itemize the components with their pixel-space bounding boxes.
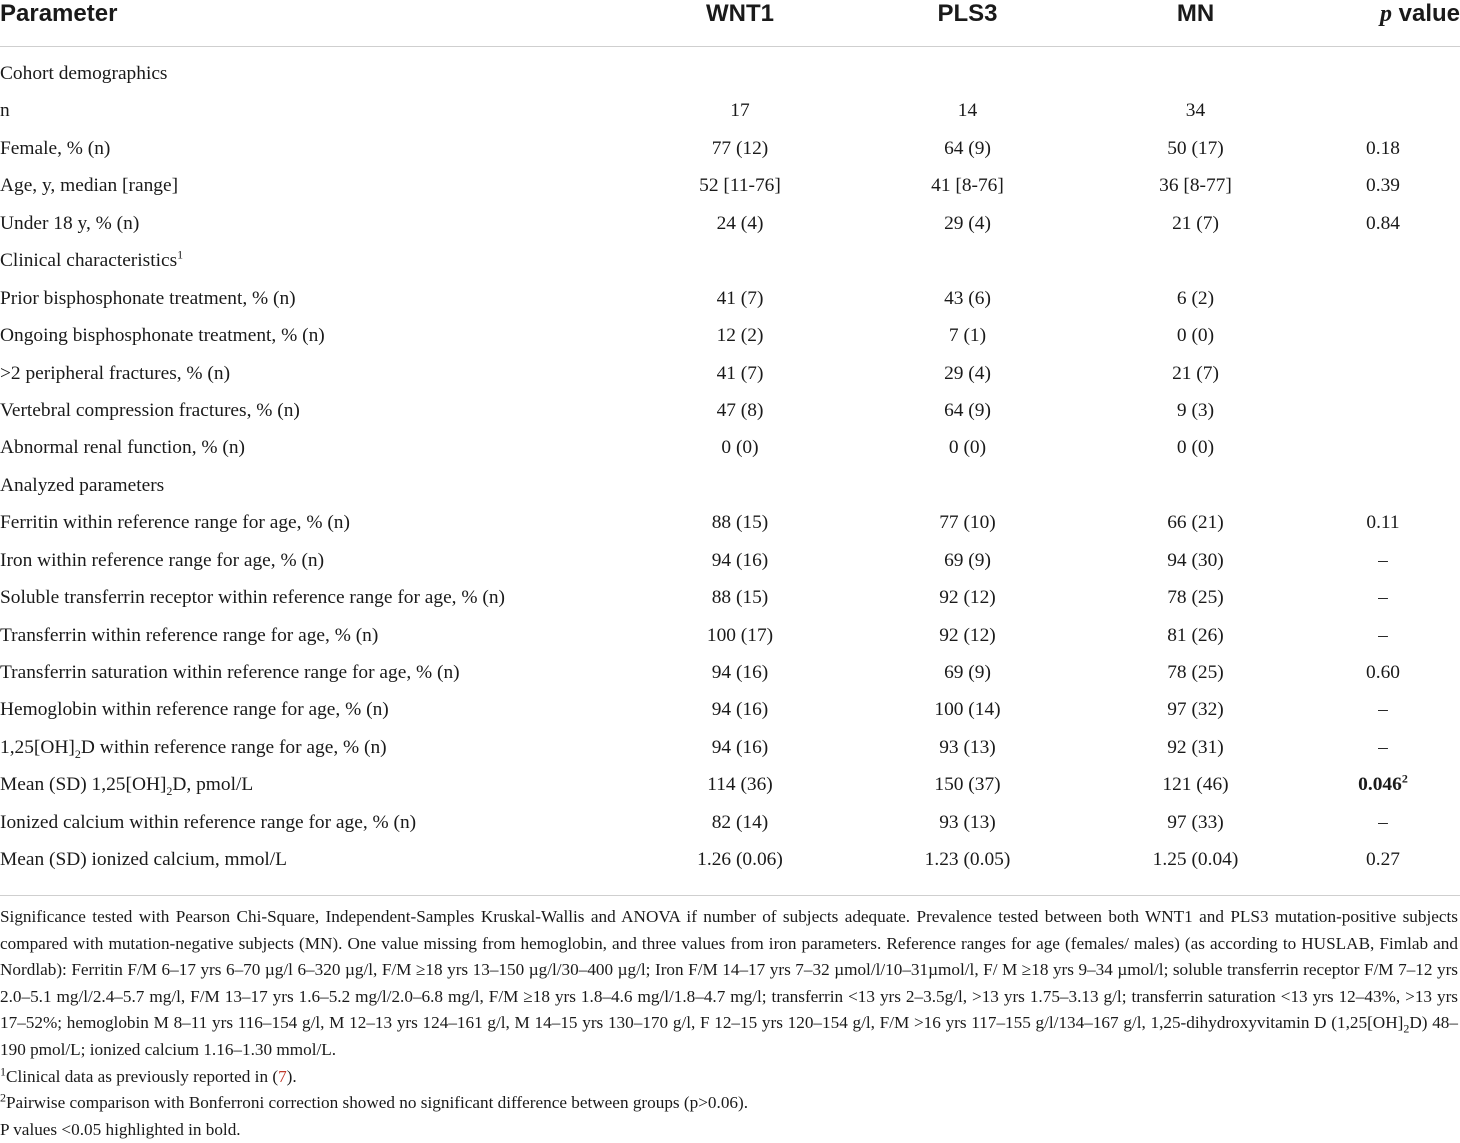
row-label: n	[0, 100, 10, 122]
label-part-a: 1,25[OH]	[0, 736, 75, 758]
row-label: Mean (SD) ionized calcium, mmol/L	[0, 849, 288, 871]
cell-wnt1: 94 (16)	[711, 549, 769, 571]
col-header-mn: MN	[1085, 0, 1306, 47]
cell-p-value: 0.18	[1366, 137, 1400, 159]
cell-wnt1: 77 (12)	[711, 137, 769, 159]
table-row	[0, 317, 1460, 354]
col-header-parameter: Parameter	[0, 0, 630, 47]
cell-mn: 50 (17)	[1167, 137, 1224, 159]
cell-pls3: 93 (13)	[939, 811, 996, 833]
cell-wnt1: 82 (14)	[711, 811, 769, 833]
cell-pls3: 64 (9)	[944, 399, 991, 421]
table-row	[0, 392, 1460, 429]
cell-mn: 21 (7)	[1172, 212, 1219, 234]
label-part-b: D, pmol/L	[172, 774, 254, 796]
footnote-main-subscript: 2	[1403, 1021, 1410, 1036]
cell-wnt1: 24 (4)	[716, 212, 764, 234]
cell-pls3: 41 [8-76]	[931, 175, 1004, 197]
table-row	[0, 841, 1460, 878]
cell-pls3: 69 (9)	[944, 549, 991, 571]
cell-wnt1: 94 (16)	[711, 662, 769, 684]
cell-mn: 92 (31)	[1167, 736, 1224, 758]
cell-mn: 36 [8-77]	[1159, 175, 1232, 197]
table-row	[0, 542, 1460, 579]
footnote-1-end: ).	[286, 1066, 297, 1086]
cell-pls3: 29 (4)	[944, 362, 991, 384]
cell-pls3: 1.23 (0.05)	[924, 849, 1011, 871]
table-row	[0, 691, 1460, 728]
row-label: Ferritin within reference range for age, % (n)	[0, 512, 350, 534]
cell-p-value	[1306, 429, 1460, 466]
table-row	[0, 280, 1460, 317]
cell-p-value: –	[1378, 736, 1388, 758]
section-row	[0, 242, 1460, 279]
section-analyzed-parameters: Analyzed parameters	[0, 474, 165, 496]
cell-mn: 0 (0)	[1176, 325, 1215, 347]
cell-pls3: 92 (12)	[939, 587, 996, 609]
row-label: Transferrin within reference range for age, % (n)	[0, 624, 379, 646]
cell-p-value	[1306, 392, 1460, 429]
table-row	[0, 617, 1460, 654]
row-label: Under 18 y, % (n)	[0, 212, 140, 234]
cell-p-value: 0.11	[1366, 512, 1400, 534]
cell-pls3: 150 (37)	[934, 774, 1001, 796]
reference-link[interactable]: 7	[278, 1066, 287, 1086]
col-header-pls3: PLS3	[850, 0, 1085, 47]
footnote-2-marker: 2	[0, 1090, 6, 1105]
cell-p-value: 0.84	[1366, 212, 1400, 234]
cell-p-value	[1306, 92, 1460, 129]
table-row	[0, 92, 1460, 129]
cell-pls3: 93 (13)	[939, 736, 996, 758]
cell-p-value: –	[1378, 699, 1388, 721]
p-rest: value	[1391, 0, 1460, 27]
footnote-main	[0, 904, 1458, 1064]
cell-pls3: 92 (12)	[939, 624, 996, 646]
cell-mn: 34	[1185, 100, 1206, 122]
cell-pls3: 64 (9)	[944, 137, 991, 159]
footnote-1-marker: 1	[0, 1063, 6, 1078]
section-row	[0, 467, 1460, 504]
footnote-main-end: D) 48–190 pmol/L; ionized calcium 1.16–1.30 mmol/L.	[0, 1013, 1458, 1059]
table-bottom-rule	[0, 895, 1460, 896]
cell-p-value: 0.39	[1366, 175, 1400, 197]
footnote-main-text: Significance tested with Pearson Chi-Square, Independent-Samples Kruskal-Wallis and ANOVA if number of subjects adequate. Prevalence tested between both WNT1 and PLS3 mutation-positive subjects compared with mutation-negative subjects (MN). One value missing from hemoglobin, and three values from iron parameters. Reference ranges for age (females/ males) (as according to HUSLAB, Fimlab and Nordlab): Ferritin F/M 6–17 yrs 6–70 µg/l 6–320 µg/l, F/M ≥18 yrs 13–150 µg/l/30–400 µg/l; Iron F/M 14–17 yrs 7–32 µmol/l/10–31µmol/l, F/ M ≥18 yrs 9–34 µmol/l; soluble transferrin receptor F/M 7–12 yrs 2.0–5.1 mg/l/2.4–5.7 mg/l, F/M 13–17 yrs 1.6–5.2 mg/l/2.0–6.8 mg/l, F/M ≥18 yrs 1.8–4.6 mg/l/1.8–4.7 mg/l; transferrin <13 yrs 2–3.5g/l, >13 yrs 1.75–3.13 g/l; transferrin saturation <13 yrs 12–43%, >13 yrs 17–52%; hemoglobin M 8–11 yrs 116–154 g/l, M 12–13 yrs 124–161 g/l, M 14–15 yrs 130–170 g/l, F 12–15 yrs 120–154 g/l, F/M >16 yrs 117–155 g/l/134–167 g/l, 1,25-dihydroxyvitamin D (1,25[OH]	[0, 907, 1458, 1033]
table-row	[0, 654, 1460, 691]
cell-wnt1: 52 [11-76]	[699, 175, 781, 197]
row-label: Female, % (n)	[0, 137, 111, 159]
cell-pls3: 7 (1)	[948, 325, 987, 347]
footnote-1-text: Clinical data as previously reported in (	[6, 1066, 279, 1086]
row-label	[0, 766, 630, 803]
cell-p-value: –	[1378, 811, 1388, 833]
cell-mn: 9 (3)	[1176, 399, 1215, 421]
footnote-3: P values <0.05 highlighted in bold.	[0, 1119, 241, 1139]
footnote-2	[0, 1090, 1458, 1117]
cell-pls3: 14	[957, 100, 978, 122]
cell-p-value: –	[1378, 587, 1388, 609]
cell-mn: 81 (26)	[1167, 624, 1224, 646]
row-label: Ongoing bisphosphonate treatment, % (n)	[0, 325, 325, 347]
row-label: >2 peripheral fractures, % (n)	[0, 362, 231, 384]
row-label: Transferrin saturation within reference range for age, % (n)	[0, 662, 460, 684]
cell-mn: 97 (32)	[1167, 699, 1224, 721]
cell-mn: 94 (30)	[1167, 549, 1224, 571]
row-label	[0, 729, 630, 766]
table-row	[0, 804, 1460, 841]
cell-wnt1: 47 (8)	[716, 399, 764, 421]
cell-wnt1: 1.26 (0.06)	[697, 849, 783, 871]
row-label: Hemoglobin within reference range for age, % (n)	[0, 699, 389, 721]
footnote-marker: 2	[1401, 771, 1408, 786]
cell-p-value: 0.27	[1366, 849, 1400, 871]
cell-wnt1: 12 (2)	[716, 325, 764, 347]
footnote-1	[0, 1064, 1458, 1091]
table-row	[0, 130, 1460, 167]
section-label: Clinical characteristics	[0, 250, 178, 272]
row-label: Vertebral compression fractures, % (n)	[0, 399, 300, 421]
cell-wnt1: 100 (17)	[706, 624, 774, 646]
cell-p-value-significant	[1306, 766, 1460, 803]
table-row	[0, 579, 1460, 616]
cell-mn: 1.25 (0.04)	[1152, 849, 1239, 871]
cell-mn: 121 (46)	[1162, 774, 1229, 796]
row-label: Abnormal renal function, % (n)	[0, 437, 245, 459]
label-part-b: D within reference range for age, % (n)	[80, 736, 387, 758]
cell-wnt1: 94 (16)	[711, 699, 769, 721]
cell-pls3: 43 (6)	[944, 287, 991, 309]
row-label: Age, y, median [range]	[0, 175, 179, 197]
section-cohort-demographics: Cohort demographics	[0, 63, 168, 85]
cell-pls3: 77 (10)	[939, 512, 996, 534]
cell-wnt1: 41 (7)	[716, 287, 764, 309]
cell-wnt1: 114 (36)	[707, 774, 773, 796]
cell-mn: 66 (21)	[1167, 512, 1224, 534]
row-label: Soluble transferrin receptor within reference range for age, % (n)	[0, 587, 505, 609]
header-row	[0, 0, 1460, 47]
table-footnotes	[0, 904, 1458, 1143]
cell-wnt1: 0 (0)	[721, 437, 759, 459]
cell-mn: 0 (0)	[1176, 437, 1215, 459]
row-label: Iron within reference range for age, % (n)	[0, 549, 325, 571]
col-header-wnt1: WNT1	[630, 0, 850, 47]
cell-mn: 6 (2)	[1176, 287, 1215, 309]
cell-wnt1: 17	[730, 100, 750, 122]
col-header-p-value	[1306, 0, 1460, 47]
cell-wnt1: 41 (7)	[716, 362, 764, 384]
p-value-bold: 0.046	[1358, 774, 1402, 796]
table-row	[0, 729, 1460, 766]
cell-p-value	[1306, 355, 1460, 392]
cell-p-value: –	[1378, 624, 1388, 646]
cell-mn: 78 (25)	[1167, 587, 1224, 609]
label-subscript: 2	[74, 746, 81, 761]
row-label: Prior bisphosphonate treatment, % (n)	[0, 287, 296, 309]
cell-pls3: 100 (14)	[934, 699, 1001, 721]
cell-pls3: 69 (9)	[944, 662, 991, 684]
table-row	[0, 205, 1460, 242]
cell-mn: 21 (7)	[1172, 362, 1219, 384]
label-subscript: 2	[166, 784, 173, 799]
cell-wnt1: 88 (15)	[711, 512, 769, 534]
table-row	[0, 167, 1460, 204]
section-row	[0, 47, 1460, 93]
cell-p-value	[1306, 317, 1460, 354]
footnote-marker: 1	[177, 247, 184, 262]
label-part-a: Mean (SD) 1,25[OH]	[0, 774, 167, 796]
table-row	[0, 429, 1460, 466]
cell-mn: 78 (25)	[1167, 662, 1224, 684]
table-row	[0, 504, 1460, 541]
table-row	[0, 355, 1460, 392]
cell-p-value: 0.60	[1366, 662, 1400, 684]
footnote-2-text: Pairwise comparison with Bonferroni correction showed no significant difference between groups (p>0.06).	[6, 1093, 749, 1113]
section-clinical-characteristics	[0, 242, 1460, 279]
p-italic: p	[1379, 1, 1392, 27]
cell-wnt1: 94 (16)	[711, 736, 769, 758]
table-row	[0, 766, 1460, 803]
cell-wnt1: 88 (15)	[711, 587, 769, 609]
cell-mn: 97 (33)	[1167, 811, 1224, 833]
row-label: Ionized calcium within reference range for age, % (n)	[0, 811, 417, 833]
cell-pls3: 29 (4)	[944, 212, 991, 234]
cell-p-value: –	[1378, 549, 1388, 571]
cell-p-value	[1306, 280, 1460, 317]
cell-pls3: 0 (0)	[948, 437, 987, 459]
